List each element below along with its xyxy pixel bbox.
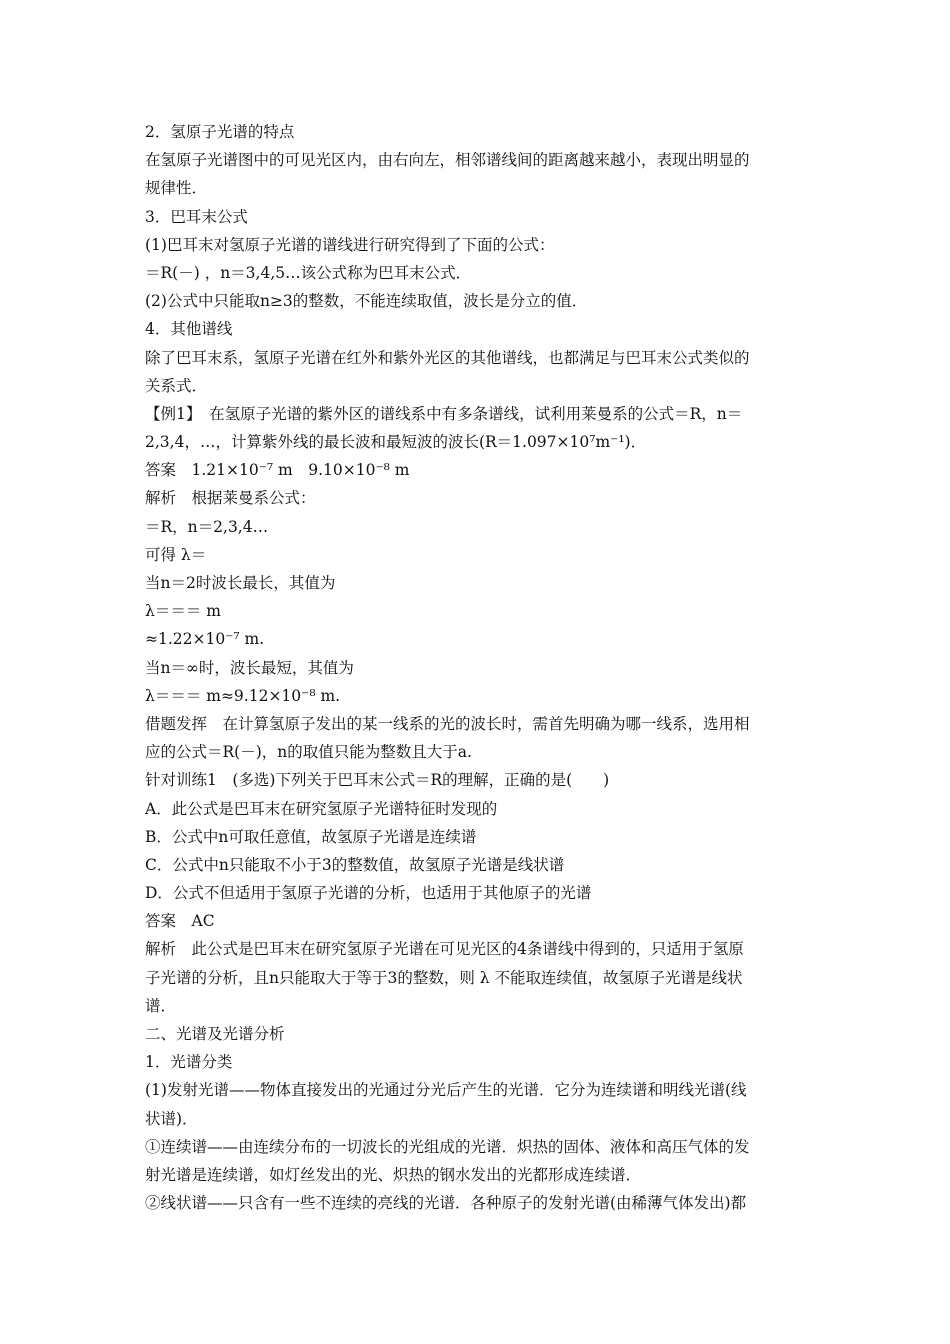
text-line: 除了巴耳末系，氢原子光谱在红外和紫外光区的其他谱线，也都满足与巴耳末公式类似的: [145, 348, 750, 367]
text-line: λ＝＝＝ m≈9.12×10⁻⁸ m.: [145, 686, 341, 705]
text-line: 二、光谱及光谱分析: [145, 1025, 285, 1043]
text-line: 当n＝2时波长最长，其值为: [145, 574, 336, 592]
text-line: ＝R(－) ，n＝3,4,5…该公式称为巴耳末公式．: [145, 263, 472, 282]
text-line: 射光谱是连续谱，如灯丝发出的光、炽热的钢水发出的光都形成连续谱．: [145, 1165, 642, 1184]
text-line: 答案 AC: [145, 912, 215, 931]
text-line: 3．巴耳末公式: [145, 207, 248, 226]
text-line: 谱．: [145, 996, 177, 1015]
text-line: 答案 1.21×10⁻⁷ m 9.10×10⁻⁸ m: [145, 461, 410, 480]
text-line: 在氢原子光谱图中的可见光区内，由右向左，相邻谱线间的距离越来越小，表现出明显的: [145, 151, 750, 170]
document-body: [145, 118, 815, 1217]
text-line: 子光谱的分析，且n只能取大于等于3的整数，则 λ 不能取连续值，故氢原子光谱是线状: [145, 968, 743, 987]
text-line: B．公式中n可取任意值，故氢原子光谱是连续谱: [145, 827, 477, 846]
text-line: 4．其他谱线: [145, 320, 233, 339]
text-line: 应的公式＝R(－)，n的取值只能为整数且大于a.: [145, 743, 472, 762]
text-line: 【例1】 在氢原子光谱的紫外区的谱线系中有多条谱线，试利用莱曼系的公式＝R，n＝: [145, 404, 743, 423]
text-line: A．此公式是巴耳末在研究氢原子光谱特征时发现的: [145, 799, 498, 818]
text-line: 1．光谱分类: [145, 1053, 233, 1072]
text-line: 当n＝∞时，波长最短，其值为: [145, 658, 354, 677]
text-line: 状谱)．: [145, 1109, 198, 1128]
text-line: 针对训练1 (多选)下列关于巴耳末公式＝R的理解，正确的是( ): [145, 771, 610, 790]
text-line: λ＝＝＝ m: [145, 602, 221, 621]
text-line: (1)巴耳末对氢原子光谱的谱线进行研究得到了下面的公式：: [145, 235, 555, 254]
text-line: 2．氢原子光谱的特点: [145, 123, 295, 141]
text-line: 解析 此公式是巴耳末在研究氢原子光谱在可见光区的4条谱线中得到的，只适用于氢原: [145, 940, 744, 959]
text-line: ①连续谱——由连续分布的一切波长的光组成的光谱．炽热的固体、液体和高压气体的发: [145, 1137, 750, 1156]
text-line: 解析 根据莱曼系公式：: [145, 489, 316, 508]
text-line: ＝R，n＝2,3,4…: [145, 517, 269, 536]
text-line: (2)公式中只能取n≥3的整数，不能连续取值，波长是分立的值．: [145, 292, 588, 311]
text-line: 2,3,4，…，计算紫外线的最长波和最短波的波长(R＝1.097×10⁷m⁻¹)．: [145, 433, 647, 452]
text-line: (1)发射光谱——物体直接发出的光通过分光后产生的光谱．它分为连续谱和明线光谱(线: [145, 1081, 747, 1100]
text-line: ≈1.22×10⁻⁷ m.: [145, 630, 265, 649]
text-line: 借题发挥 在计算氢原子发出的某一线系的光的波长时，需首先明确为哪一线系，选用相: [145, 714, 750, 733]
text-line: ②线状谱——只含有一些不连续的亮线的光谱．各种原子的发射光谱(由稀薄气体发出)都: [145, 1194, 747, 1213]
text-line: 规律性．: [145, 179, 208, 198]
text-line: 可得 λ＝: [145, 545, 207, 564]
text-line: D．公式不但适用于氢原子光谱的分析，也适用于其他原子的光谱: [145, 884, 592, 903]
text-line: 关系式．: [145, 376, 208, 395]
text-line: C．公式中n只能取不小于3的整数值，故氢原子光谱是线状谱: [145, 855, 565, 874]
